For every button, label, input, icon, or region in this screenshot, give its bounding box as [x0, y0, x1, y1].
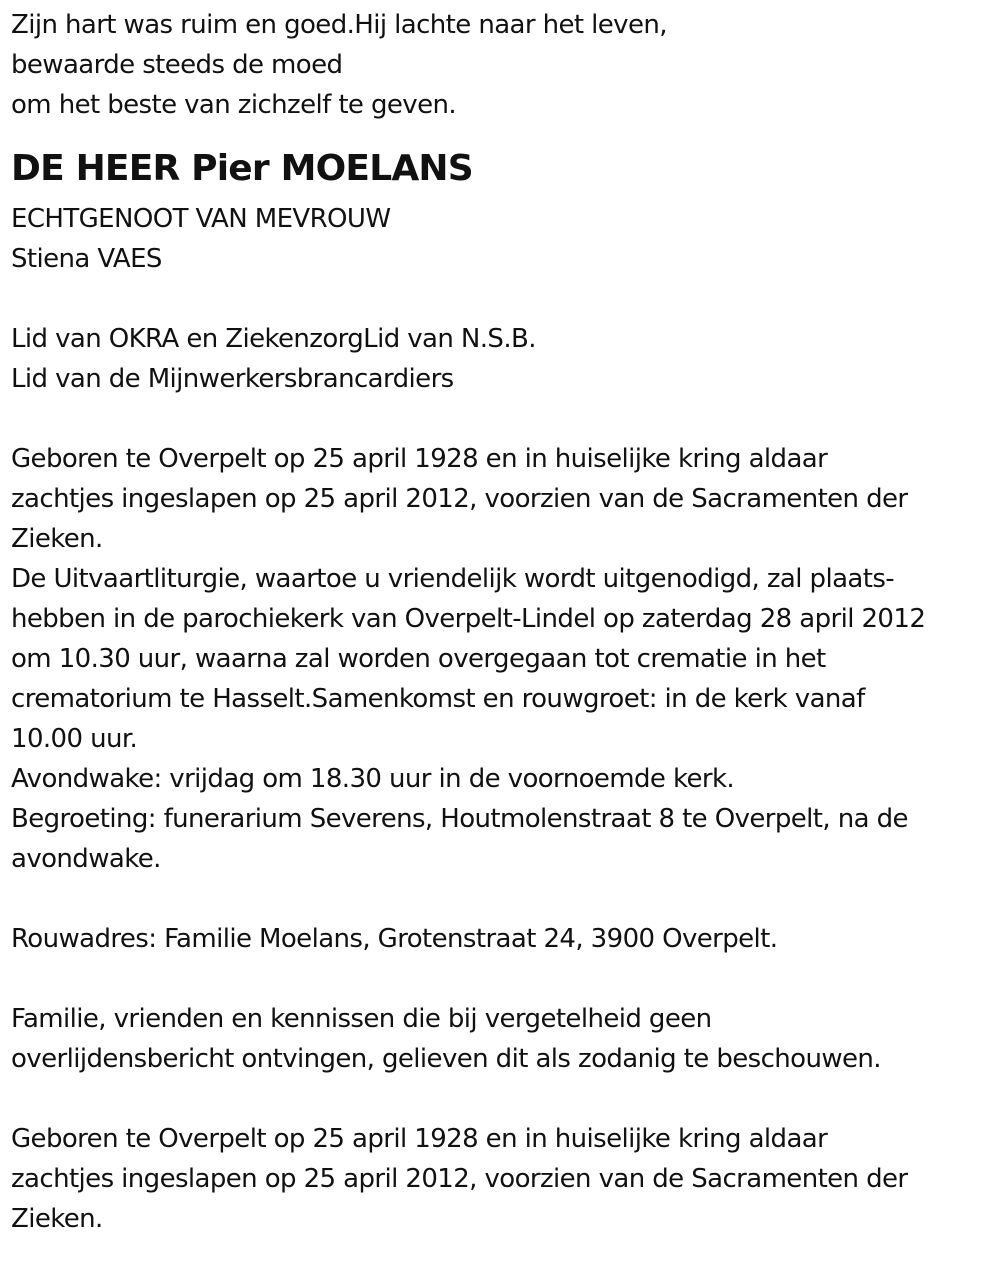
details-line: hebben in de parochiekerk van Overpelt-Lindel op zaterdag 28 april 2012 [11, 604, 926, 634]
poem-line: bewaarde steeds de moed [11, 50, 343, 80]
details-line: 10.00 uur. [11, 724, 138, 754]
details-line: crematorium te Hasselt.Samenkomst en rouwgroet: in de kerk vanaf [11, 684, 865, 714]
spouse-section [11, 199, 991, 279]
details-line: om 10.30 uur, waarna zal worden overgegaan tot crematie in het [11, 644, 826, 674]
deceased-name-heading: DE HEER Pier MOELANS [11, 148, 473, 189]
membership-line: Lid van OKRA en ZiekenzorgLid van N.S.B. [11, 324, 536, 354]
notice-section [11, 999, 991, 1079]
details-section [11, 439, 991, 879]
details-line: avondwake. [11, 844, 161, 874]
membership-line: Lid van de Mijnwerkersbrancardiers [11, 364, 454, 394]
details-line: Geboren te Overpelt op 25 april 1928 en in huiselijke kring aldaar [11, 1124, 828, 1154]
spouse-name: Stiena VAES [11, 244, 162, 274]
notice-line: overlijdensbericht ontvingen, gelieven dit als zodanig te beschouwen. [11, 1044, 881, 1074]
details-line: Zieken. [11, 524, 103, 554]
details-line: zachtjes ingeslapen op 25 april 2012, voorzien van de Sacramenten der [11, 484, 908, 514]
spouse-line: ECHTGENOOT VAN MEVROUW [11, 204, 391, 234]
poem-line: Zijn hart was ruim en goed.Hij lachte naar het leven, [11, 10, 667, 40]
repeat-details-section [11, 1119, 991, 1239]
spacer [11, 279, 991, 319]
details-line: De Uitvaartliturgie, waartoe u vriendelijk wordt uitgenodigd, zal plaats- [11, 564, 895, 594]
spacer [11, 1079, 991, 1119]
details-line: Avondwake: vrijdag om 18.30 uur in de voornoemde kerk. [11, 764, 735, 794]
notice-line: Familie, vrienden en kennissen die bij vergetelheid geen [11, 1004, 712, 1034]
details-line: Zieken. [11, 1204, 103, 1234]
details-line: Geboren te Overpelt op 25 april 1928 en in huiselijke kring aldaar [11, 444, 828, 474]
mourning-address: Rouwadres: Familie Moelans, Grotenstraat 24, 3900 Overpelt. [11, 924, 778, 954]
spacer [11, 399, 991, 439]
poem-section [11, 5, 991, 125]
memberships-section [11, 319, 991, 399]
obituary-document [11, 5, 991, 1239]
spacer [11, 879, 991, 919]
poem-line: om het beste van zichzelf te geven. [11, 90, 457, 120]
spacer [11, 959, 991, 999]
details-line: Begroeting: funerarium Severens, Houtmolenstraat 8 te Overpelt, na de [11, 804, 908, 834]
details-line: zachtjes ingeslapen op 25 april 2012, voorzien van de Sacramenten der [11, 1164, 908, 1194]
